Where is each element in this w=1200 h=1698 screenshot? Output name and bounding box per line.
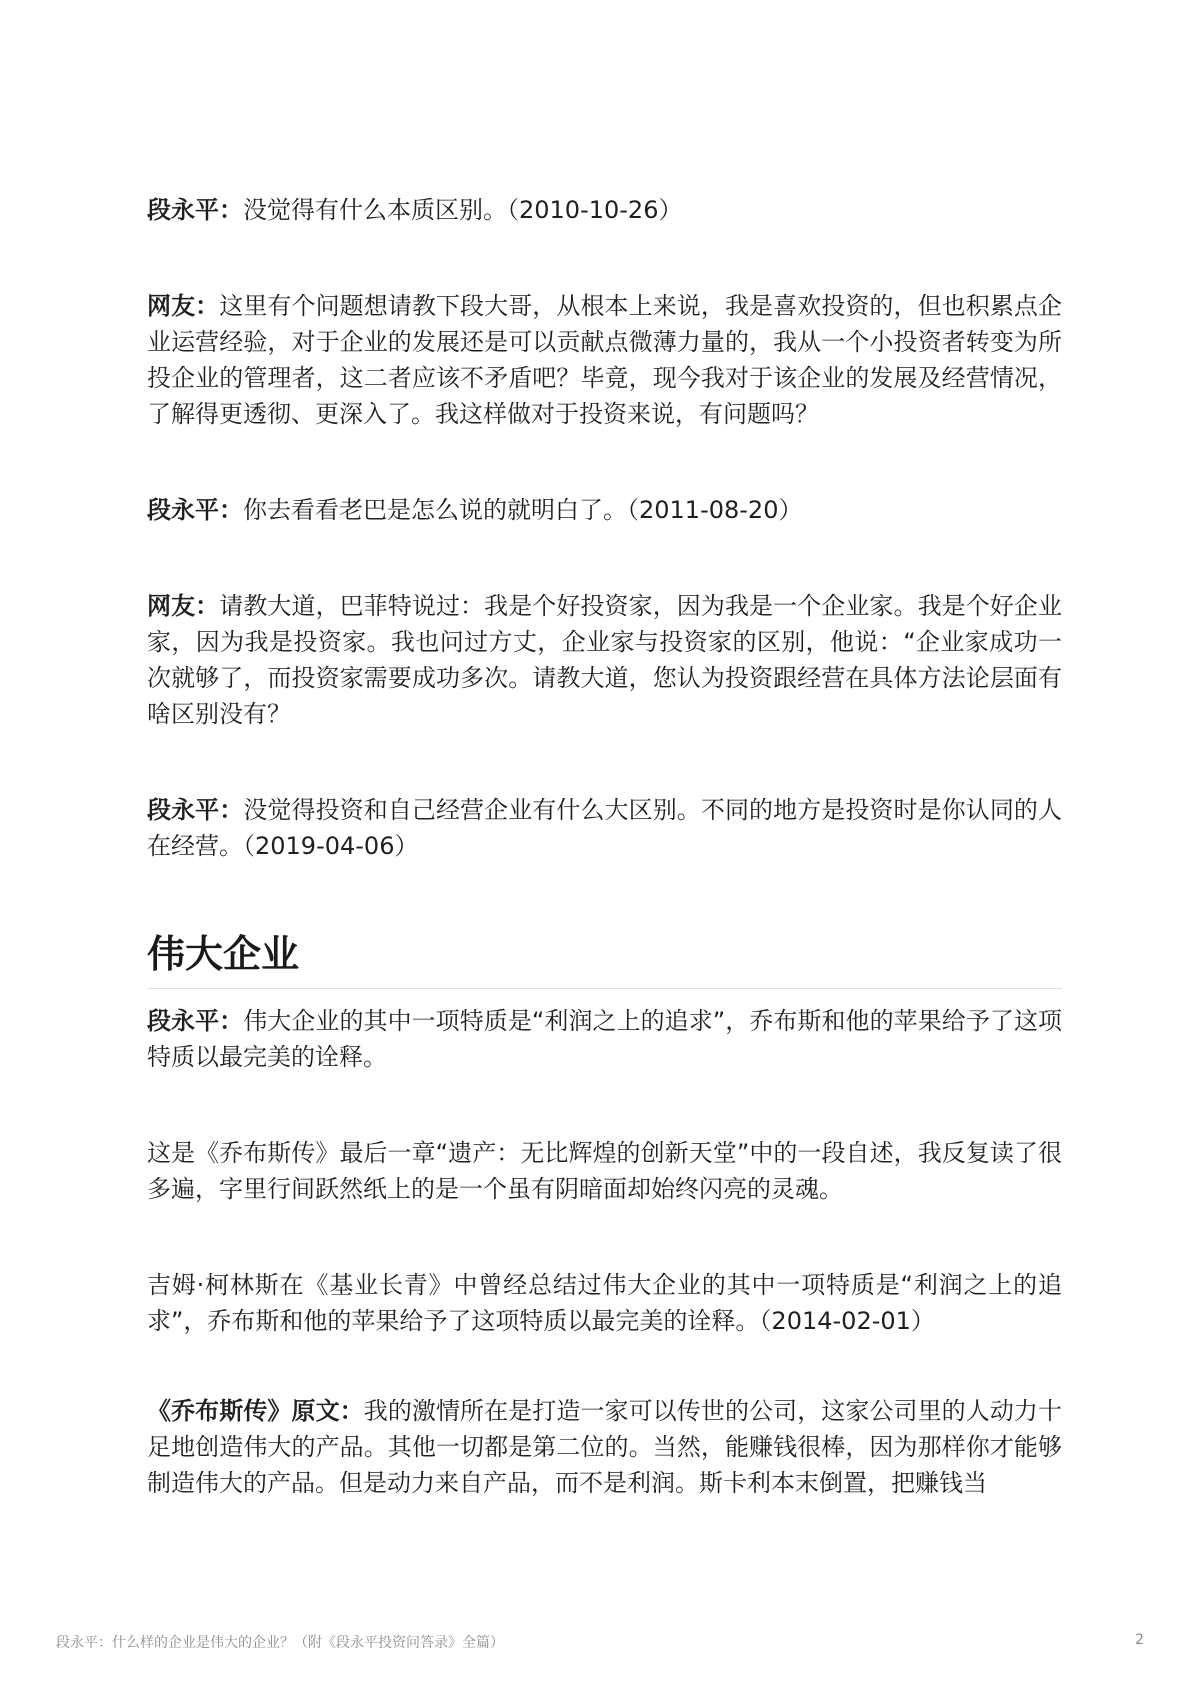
paragraph: [147, 1003, 1062, 1075]
paragraph: [147, 588, 1062, 732]
speaker-label: 段永平：: [147, 496, 243, 524]
paragraph-text: 吉姆·柯林斯在《基业长青》中曾经总结过伟大企业的其中一项特质是“利润之上的追求”，乔布斯和他的苹果给予了这项特质以最完美的诠释。（2014-02-01）: [147, 1271, 1062, 1335]
paragraph-text: 伟大企业的其中一项特质是“利润之上的追求”，乔布斯和他的苹果给予了这项特质以最完美的诠释。: [147, 1007, 1063, 1071]
speaker-label: 《乔布斯传》原文：: [147, 1397, 364, 1425]
section-title: 伟大企业: [147, 932, 300, 976]
document-content: [147, 192, 1062, 1501]
speaker-label: 段永平：: [147, 1007, 244, 1035]
section-divider: [147, 988, 1062, 989]
paragraph: [147, 288, 1062, 432]
paragraph: [147, 492, 1062, 528]
speaker-label: 网友：: [147, 592, 220, 620]
paragraph-text: 你去看看老巴是怎么说的就明白了。（2011-08-20）: [243, 496, 803, 524]
footer-title: 段永平：什么样的企业是伟大的企业？（附《段永平投资问答录》全篇）: [56, 1635, 504, 1651]
paragraph-text: 我的激情所在是打造一家可以传世的公司，这家公司里的人动力十足地创造伟大的产品。其他一切都是第二位的。当然，能赚钱很棒，因为那样你才能够制造伟大的产品。但是动力来自产品，而不是利润。斯卡利本末倒置，把赚钱当: [147, 1397, 1063, 1497]
paragraph: [147, 1393, 1062, 1501]
speaker-label: 网友：: [147, 292, 220, 320]
speaker-label: 段永平：: [147, 796, 244, 824]
page-number: 2: [1135, 1632, 1144, 1648]
paragraph-text: 这是《乔布斯传》最后一章“遗产：无比辉煌的创新天堂”中的一段自述，我反复读了很多遍，字里行间跃然纸上的是一个虽有阴暗面却始终闪亮的灵魂。: [147, 1139, 1062, 1203]
speaker-label: 段永平：: [147, 196, 243, 224]
paragraph-text: 请教大道，巴菲特说过：我是个好投资家，因为我是一个企业家。我是个好企业家，因为我是投资家。我也问过方丈，企业家与投资家的区别，他说：“企业家成功一次就够了，而投资家需要成功多次。请教大道，您认为投资跟经营在具体方法论层面有啥区别没有？: [147, 592, 1063, 728]
paragraph: [147, 1135, 1062, 1207]
page-footer: [56, 1632, 1144, 1652]
paragraph-text: 这里有个问题想请教下段大哥，从根本上来说，我是喜欢投资的，但也积累点企业运营经验，对于企业的发展还是可以贡献点微薄力量的，我从一个小投资者转变为所投企业的管理者，这二者应该不矛盾吧？毕竟，现今我对于该企业的发展及经营情况，了解得更透彻、更深入了。我这样做对于投资来说，有问题吗？: [147, 292, 1063, 428]
paragraph-text: 没觉得投资和自己经营企业有什么大区别。不同的地方是投资时是你认同的人在经营。（2019-04-06）: [147, 796, 1063, 860]
paragraph: [147, 792, 1062, 864]
paragraph-text: 没觉得有什么本质区别。（2010-10-26）: [243, 196, 683, 224]
paragraph: [147, 1267, 1062, 1339]
paragraph: [147, 192, 1062, 228]
